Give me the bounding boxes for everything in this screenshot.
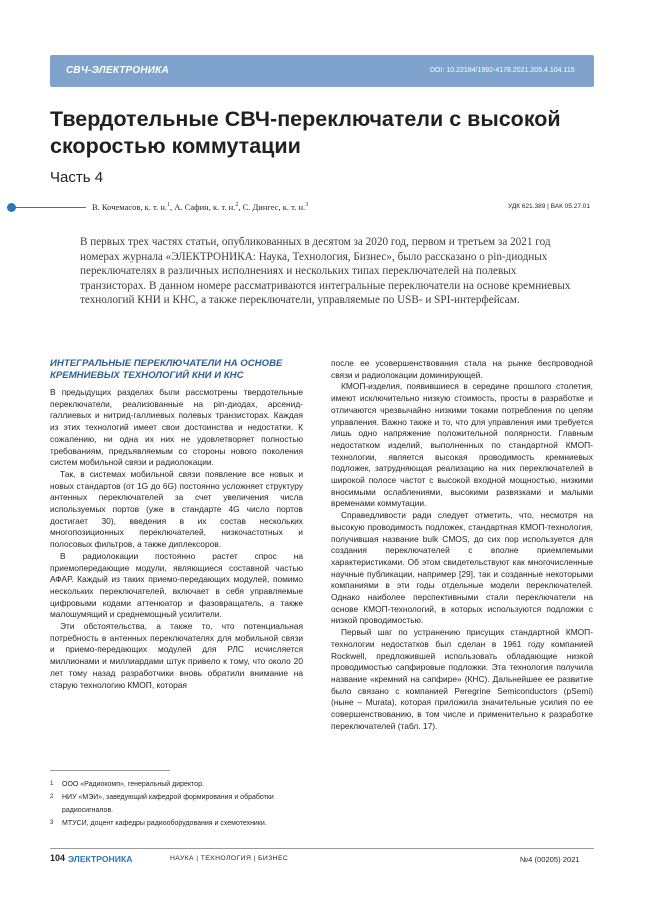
paragraph: В предыдущих разделах были рассмотрены твердотельные переключатели, реализованные на pin-диодах, арсенид-галлиевых и нитрид-галлиевых полевых транзисторах. Каждая из этих технологий имеет свои достоинства и недостатки. К сожалению, ни одна их них не удовлетворяет полностью требованиям, предъявляемым со стороны нового поколения систем мобильной связи и радиолокации. bbox=[50, 387, 303, 468]
section-heading: ИНТЕГРАЛЬНЫЕ ПЕРЕКЛЮЧАТЕЛИ НА ОСНОВЕ КРЕМНИЕВЫХ ТЕХНОЛОГИЙ КНИ И КНС bbox=[50, 358, 283, 381]
footnote-rule bbox=[50, 770, 170, 771]
article-part: Часть 4 bbox=[50, 169, 104, 186]
paragraph: Первый шаг по устранению присущих стандартной КМОП-технологии недостатков был сделан в 1961 году компанией Rockwell, предложившей использовать обладающие низкой проводимостью сапфировые подложки. Эта технология получила название «кремний на сапфире» (КНС). Дальнейшее ее развитие было связано с компанией Peregrine Semiconductors (pSemi) (ныне – Murata), которая приложила значительные усилия по ее совершенствованию, в том числе и применительно к разработке переключателей (табл. 17). bbox=[331, 627, 593, 731]
footnote-mark: 1 bbox=[50, 781, 54, 787]
footnote-mark: 3 bbox=[50, 820, 54, 826]
paragraph: после ее усовершенствования стала на рынке беспроводной связи и радиолокации доминирующей. bbox=[331, 358, 593, 380]
journal-subtitle: НАУКА | ТЕХНОЛОГИЯ | БИЗНЕС bbox=[170, 855, 289, 862]
author-rule bbox=[14, 207, 86, 208]
footnote bbox=[50, 778, 303, 791]
author-footnote-mark: 1 bbox=[167, 202, 171, 209]
paragraph: Так, в системах мобильной связи появление все новых и новых стандартов (от 1G до 6G) постоянно усложняет структуру антенных переключателей за счет увеличения числа используемых портов (уже в стандарте 4G число портов достигает 30), введения в их состав нескольких многопозиционных переключателей, низкочастотных и полосовых фильтров, а также диплексоров. bbox=[50, 468, 303, 550]
footnote bbox=[50, 817, 303, 830]
author-name: В. Кочемасов, к. т. н. bbox=[92, 202, 168, 212]
journal-name: ЭЛЕКТРОНИКА bbox=[68, 854, 133, 864]
author-name: С. Дингес, к. т. н. bbox=[242, 202, 306, 212]
author-name: А. Сафин, к. т. н. bbox=[174, 202, 236, 212]
footnote-text: ООО «Радиокомп», генеральный директор. bbox=[62, 781, 204, 788]
paragraph: КМОП-изделия, появившиеся в середине прошлого столетия, имеют исключительно низкую стоимость, просты в разработке и отличаются чрезвычайно низкими токами потребления по цепям управления. Важно также и то, что для управления ими требуется лишь одно напряжение положительной полярности. Главным недостатком изделий, выполненных по стандартной КМОП-технологии, является высокая проводимость кремниевых подложек, затрудняющая реализацию на них переключателей в широкой полосе частот с высокой входной мощностью, низкими вносимыми ослаблениями, высокими развязками и малыми временами коммутации. bbox=[331, 381, 593, 509]
article-title: Твердотельные СВЧ-переключатели с высокой скоростью коммутации bbox=[50, 107, 561, 158]
doi-text: DOI: 10.22184/1992-4178.2021.205.4.104.115 bbox=[430, 67, 575, 74]
paragraph: В радиолокации постоянно растет спрос на приемопередающие модули, являющиеся составной частью АФАР. Каждый из таких приемо-передающих модулей, помимо нескольких переключателей, включает в себя управляемые цифровыми кодами аттенюатор и фазовращатель, а также малошумящий и среднемощный усилители. bbox=[50, 550, 303, 620]
page-number: 104 bbox=[50, 853, 66, 863]
footnotes bbox=[50, 778, 303, 830]
section-label: СВЧ-ЭЛЕКТРОНИКА bbox=[66, 65, 169, 76]
footnote bbox=[50, 791, 303, 817]
author-footnote-mark: 2 bbox=[235, 202, 239, 209]
footnote-mark: 2 bbox=[50, 794, 54, 800]
issue-number: №4 (00205) 2021 bbox=[520, 855, 580, 864]
paragraph: Эти обстоятельства, а также то, что потенциальная потребность в антенных переключателях для мобильной связи и приемо-передающих модулей для РЛС исчисляется миллионами и миллиардами штук привело к тому, что около 20 лет тому назад разработчики вновь обратили внимание на старую технологию КМОП, которая bbox=[50, 621, 303, 690]
footnote-text: НИУ «МЭИ», заведующий кафедрой формирования и обработки радиосигналов. bbox=[62, 794, 274, 814]
footnote-text: МТУСИ, доцент кафедры радиооборудования и схемотехники. bbox=[62, 820, 267, 827]
author-footnote-mark: 3 bbox=[305, 202, 309, 209]
text-column-right bbox=[331, 358, 593, 733]
udk-code: УДК 621.389 | ВАК 05.27.01 bbox=[508, 203, 590, 210]
article-abstract: В первых трех частях статьи, опубликованных в десятом за 2020 год, первом и третьем за 2021 год номерах журнала «ЭЛЕКТРОНИКА: Наука, Технология, Бизнес», было рассказано о pin-диодных переключателях в различных исполнениях и нескольких типах переключателей на полевых транзисторах. В данном номере рассматриваются интегральные переключатели на основе кремниевых технологий КНИ и КНС, а также переключатели, управляемые по USB- и SPI-интерфейсам. bbox=[80, 236, 571, 307]
author-list: В. Кочемасов, к. т. н.$^1$, А. Сафин, к. т. н.$^2$, С. Дингес, к. т. н.$^3$ bbox=[92, 202, 309, 212]
paragraph: Справедливости ради следует отметить, что, несмотря на высокую проводимость подложек, стандартная КМОП-технология, получившая название bulk CMOS, до сих пор используется для создания переключателей с вполне приемлемыми характеристиками. Об этом свидетельствуют как многочисленные научные публикации, например [29], так и созданные некоторыми компаниями в эти годы отдельные модели переключателей. Однако наиболее перспективными стали переключатели на основе КМОП-технологий, в которых используются подложки с низкой проводимостью. bbox=[331, 510, 593, 626]
text-column-left bbox=[50, 387, 303, 691]
footer-rule bbox=[50, 848, 594, 849]
